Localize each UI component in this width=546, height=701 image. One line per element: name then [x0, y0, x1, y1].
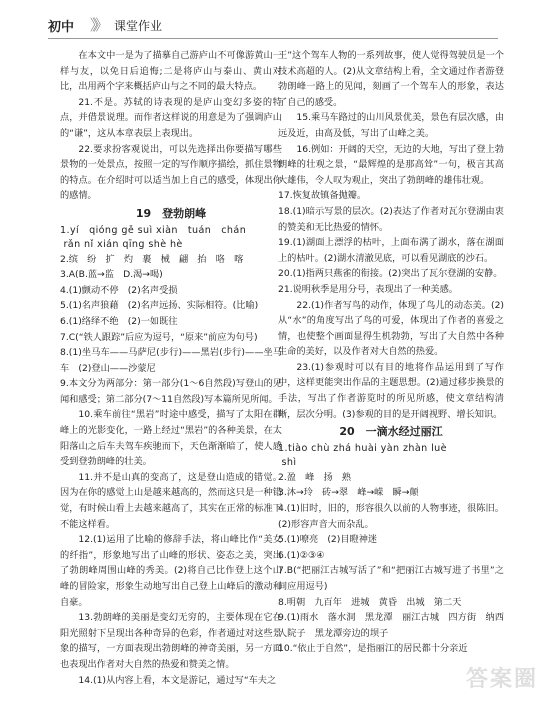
section-title: 19 登勃朗峰	[135, 206, 207, 220]
answer-paragraph: 7.B(“把丽江古城写活了”和“把丽江古城写进了书里”之间应用逗号)	[278, 565, 504, 592]
answer-paragraph: 21.不是。苏轼的诗表现的是庐山变幻多姿的特点，并借景说理。而作者这样说的用意是为了强调庐山的“谦”，这从本章表层上表现出。	[60, 96, 282, 139]
answer-paragraph: 2.盈 峰 扬 熟	[278, 471, 352, 483]
answer-paragraph: 10.乘车前往“黑岩”时途中感受，描写了太阳在群峰上的光影变化，一路上经过“黑岩”的各种美景，在太阳落山之后车夫驾车疾驰而下，天色渐渐暗了，使人感受到登勃朗峰的壮美。	[60, 409, 282, 468]
chevron-double-icon: 》》	[90, 16, 105, 34]
answer-paragraph: 5.(1)嘹亮 (2)目瞪神迷	[278, 534, 378, 546]
answer-paragraph: 6.(1)②③④	[278, 549, 325, 561]
answer-paragraph: 21.说明秋季是用分号，表现出了一种美感。	[278, 283, 458, 295]
grade-tag: 初中	[48, 20, 75, 35]
answer-paragraph: 11.并不是山真的变高了，这是登山造成的错觉。因为在你的感觉上山是越来越高的，然而这只是一种错觉，有时候山看上去越来越高了，其实在正常的标准下不能这样看。	[60, 471, 282, 530]
answer-paragraph: 16.例如：开阔的天空，无边的大地，写出了登上勃朗峰的壮观之景，“最辉煌的是那高耸”一句，极言其高大雄伟，令人叹为观止，突出了勃朗峰的雄伟壮观。	[278, 143, 504, 186]
answer-paragraph: 2.缤 纷 扩 灼 裹 械 翩 抬 咯 喀	[60, 253, 244, 265]
pinyin-line: 1.yí qióng gě suì xiàn tuán chán rǎn nǐ xián qīng shè hè	[60, 224, 247, 250]
answer-paragraph: 23.(1)参观时可以有目的地将作品运用到了写作中，这样更能突出作品的主题思想。(2)通过移步换景的手法，写出了作者游览时的所见所感，使文章结构清晰，层次分明。(3)参观的目的是开阔视野、增长知识。	[278, 361, 504, 420]
answer-paragraph: 14.(1)从内容上看，本文是游记，通过写“车夫之	[78, 674, 277, 686]
series-title: 课堂作业	[114, 19, 163, 33]
answer-paragraph: 3.沐→玲 砖→翠 峰→嵘 瞬→颠	[278, 487, 419, 499]
answer-paragraph: 4.(1)颤动不停 (2)名声受损	[60, 284, 178, 296]
answer-paragraph: 9.本文分为两部分：第一部分(1～6自然段)写登山的见闻和感受；第二部分(7～11自然段)写本篇所见所闻。	[60, 378, 282, 405]
pinyin-line: 1.tiào chù zhá huài yàn zhàn luè shì	[278, 442, 447, 468]
right-column	[278, 48, 504, 657]
answer-paragraph: 8.明朝 九百年 进城 黄昏 出城 第二天	[278, 596, 462, 608]
left-column	[60, 48, 282, 688]
answer-paragraph: 在本文中一是为了描摹自己游庐山不可像游黄山一样与友，以免日后追悔;二是将庐山与泰山、黄山对比，出用两个字来概括庐山与之不同的最大特点。	[60, 50, 282, 93]
answer-paragraph: 7.C(“铁人跟踪”后应为逗号，“原来”前应为句号)	[60, 331, 258, 343]
answer-paragraph: 12.(1)运用了比喻的修辞手法，将山峰比作“美女的纤指”，形象地写出了山峰的形状、姿态之美，突出了勃朗峰周围山峰的秀美。(2)将自己比作登上这个山峰的冒险家，形象生动地写出自己登上山峰后的激动和自豪。	[60, 534, 282, 608]
answer-paragraph: 5.(1)名声狼藉 (2)名声远扬、实际相符。(比喻)	[60, 300, 259, 312]
answer-paragraph: 8.(1)坐马车——马萨尼(步行)——黑岩(步行)——坐马车 (2)登山——沙蒙尼	[60, 347, 282, 374]
header-divider	[48, 38, 498, 39]
answer-paragraph: 10.“依止于自然”，是指丽江的居民都十分亲近	[278, 643, 468, 655]
answer-paragraph: 20.(1)指两只燕雀的衔接。(2)突出了瓦尔登湖的安静。	[278, 268, 503, 280]
answer-paragraph: 9.(1)雨水 落水洞 黑龙潭 丽江古城 四方街 纳西人院子 黑龙潭旁边的坝子	[278, 612, 504, 639]
answer-paragraph: 6.(1)络绎不绝 (2)一如既往	[60, 315, 178, 327]
answer-paragraph: 15.乘马车路过的山川风景优美，景色有层次感，由远及近，由高及低，写出了山峰之美。	[278, 112, 504, 139]
answer-paragraph: 13.勃朗峰的美丽是变幻无穷的，主要体现在它在阳光照射下呈现出各种奇异的色彩，作者通过对这些景象的描写，一方面表现出勃朗峰的神奇美丽，另一方面也表现出作者对大自然的热爱和赞美之情。	[60, 612, 282, 670]
answer-paragraph: 3.A(B.蓝→监 D.渴→喝)	[60, 269, 163, 281]
answer-paragraph: 19.(1)湖面上漂浮的枯叶，上面布满了湖水，落在湖面上的枯叶。(2)湖水清澈见底，可以看见湖底的沙石。	[278, 237, 504, 264]
watermark-logo: 答案圈	[465, 667, 538, 692]
answer-paragraph: 22.(1)作者写鸟的动作，体现了鸟儿的动态美。(2)从“水”的角度写出了鸟的可爱，体现出了作者的喜爱之情，也使整个画面显得生机勃勃，写出了大自然中各种生命的美好，以及作者对大自然的热爱。	[278, 299, 504, 358]
page-header	[0, 0, 546, 44]
answer-paragraph: 18.(1)暗示写景的层次。(2)表达了作者对瓦尔登湖由衷的赞美和无比热爱的情怀。	[278, 205, 504, 233]
section-title: 20 一滴水经过丽江	[339, 425, 443, 439]
answer-paragraph: 王”这个驾车人物的一系列故事，使人觉得驾驶员是一个技术高超的人。(2)从文章结构上看，全文通过作者游登勃朗峰一路上的见闻，刻画了一个驾车人的形象，表达了自己的感受。	[278, 50, 504, 108]
answer-paragraph: 4.(1)旧时，旧的，形容很久以前的人物事迹，很陈旧。(2)形容声音大而杂乱。	[278, 503, 504, 530]
answer-paragraph: 22.要求扮客观说出，可以先选择出你要描写哪些景物的一处景点，按照一定的写作顺序描绘，抓住景物的特点。在介绍时可以适当加上自己的感受，体现出你的感情。	[60, 143, 282, 202]
answer-paragraph: 17.恢复故镇备抛瓣。	[278, 190, 367, 202]
